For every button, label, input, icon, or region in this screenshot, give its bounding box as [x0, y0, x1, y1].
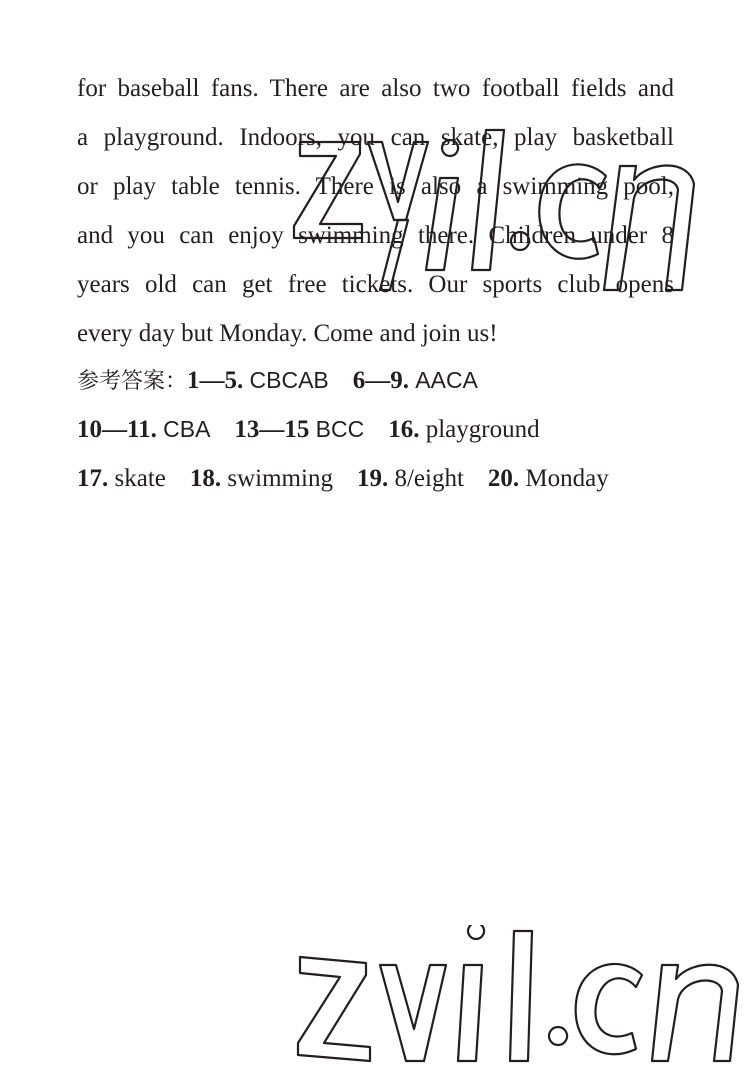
answer-value: playground: [425, 416, 540, 443]
answer-item: [190, 465, 333, 492]
question-number: 17.: [77, 465, 109, 492]
watermark-logo: [290, 925, 750, 1065]
answer-value: AACA: [415, 367, 478, 393]
answer-value: skate: [114, 465, 166, 492]
passage-line: or play table tennis. There is also a swimming pool,: [77, 173, 674, 200]
passage-line: and you can enjoy swimming there. Children under 8: [77, 222, 674, 249]
answer-item: [353, 367, 478, 394]
question-number: 19.: [356, 465, 389, 492]
answer-item: [234, 416, 364, 443]
passage-line: for baseball fans. There are also two football fields and: [77, 75, 674, 102]
answer-value: swimming: [227, 465, 333, 492]
question-number: 20.: [487, 465, 520, 492]
answer-row: [77, 405, 697, 454]
answer-row: [77, 454, 697, 503]
question-range: 13—15: [234, 416, 310, 443]
question-number: 18.: [189, 465, 222, 492]
answer-item: [357, 465, 464, 492]
answer-item: [187, 367, 329, 394]
question-number: 16.: [388, 416, 420, 443]
answer-row: [77, 356, 697, 405]
answer-item: [488, 465, 609, 492]
answer-key-label: 参考答案：: [77, 369, 188, 394]
answer-value: Monday: [525, 465, 609, 492]
reading-passage: [77, 64, 674, 358]
answer-value: CBCAB: [249, 367, 329, 393]
answer-item: [77, 416, 210, 443]
question-range: 6—9.: [352, 367, 410, 394]
answer-value: 8/eight: [394, 465, 464, 492]
answer-item: [388, 416, 539, 443]
passage-line: every day but Monday. Come and join us!: [77, 320, 498, 347]
passage-line: a playground. Indoors, you can skate, play basketball: [77, 124, 674, 151]
question-range: 10—11.: [77, 416, 157, 443]
answer-value: CBA: [163, 416, 211, 442]
answer-item: [77, 465, 166, 492]
question-range: 1—5.: [187, 367, 244, 394]
answer-value: BCC: [315, 416, 365, 442]
answer-key: [77, 356, 697, 503]
passage-line: years old can get free tickets. Our sports club opens: [77, 271, 674, 298]
